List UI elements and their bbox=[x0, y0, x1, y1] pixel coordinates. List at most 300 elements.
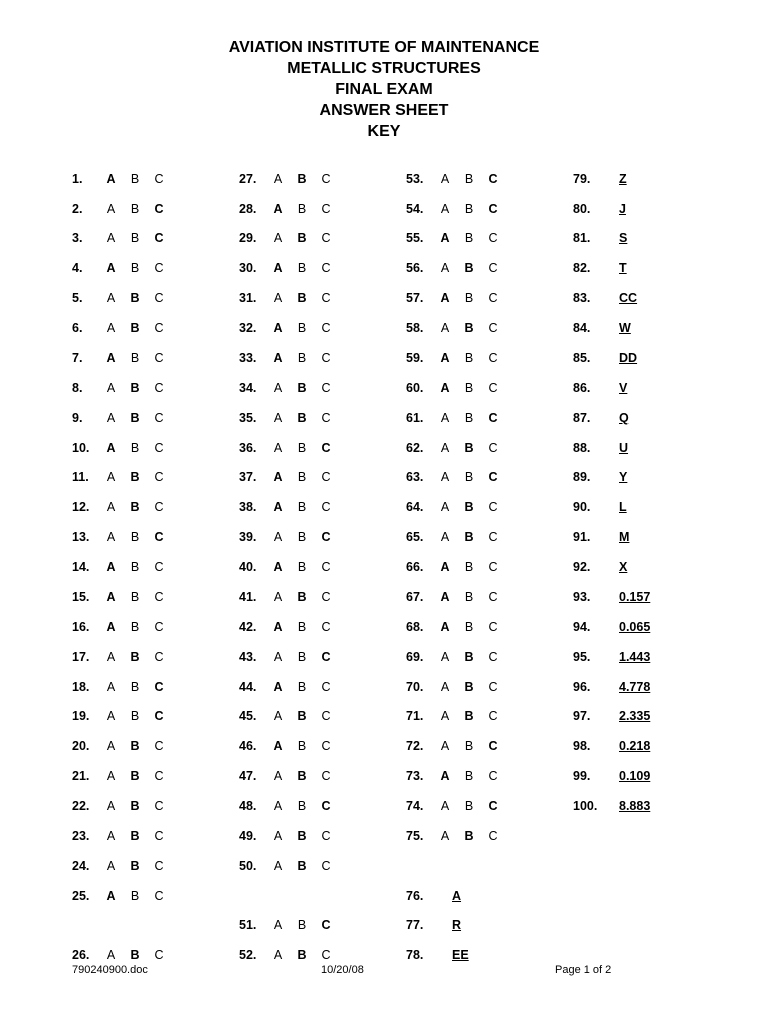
question-number: 21. bbox=[72, 769, 90, 783]
correct-choice: B bbox=[464, 441, 474, 455]
question-number: 72. bbox=[406, 739, 424, 753]
question-number: 27. bbox=[239, 172, 257, 186]
choice-option: A bbox=[273, 441, 283, 455]
correct-choice: B bbox=[464, 500, 474, 514]
question-number: 75. bbox=[406, 829, 424, 843]
correct-choice: A bbox=[440, 769, 450, 783]
correct-choice: B bbox=[130, 500, 140, 514]
choice-option: B bbox=[130, 560, 140, 574]
correct-choice: A bbox=[273, 620, 283, 634]
question-number: 82. bbox=[573, 261, 591, 275]
question-number: 26. bbox=[72, 948, 90, 962]
answer-text: U bbox=[619, 441, 629, 455]
footer-page-number: Page 1 of 2 bbox=[555, 964, 612, 976]
question-number: 14. bbox=[72, 560, 90, 574]
answer-text: V bbox=[619, 381, 628, 395]
choice-option: B bbox=[464, 620, 474, 634]
question-number: 98. bbox=[573, 739, 591, 753]
question-number: 28. bbox=[239, 202, 257, 216]
question-number: 96. bbox=[573, 680, 591, 694]
question-number: 30. bbox=[239, 261, 257, 275]
question-number: 44. bbox=[239, 680, 257, 694]
choice-option: C bbox=[321, 411, 331, 425]
choice-option: A bbox=[440, 172, 450, 186]
question-number: 49. bbox=[239, 829, 257, 843]
correct-choice: C bbox=[321, 650, 331, 664]
question-number: 48. bbox=[239, 799, 257, 813]
question-number: 69. bbox=[406, 650, 424, 664]
correct-choice: C bbox=[321, 530, 331, 544]
choice-option: C bbox=[488, 381, 498, 395]
choice-option: B bbox=[130, 680, 140, 694]
choice-option: A bbox=[106, 948, 116, 962]
correct-choice: B bbox=[297, 411, 307, 425]
question-number: 68. bbox=[406, 620, 424, 634]
correct-choice: C bbox=[321, 441, 331, 455]
question-number: 52. bbox=[239, 948, 257, 962]
question-number: 40. bbox=[239, 560, 257, 574]
question-number: 31. bbox=[239, 291, 257, 305]
correct-choice: A bbox=[273, 560, 283, 574]
key-label: KEY bbox=[367, 123, 401, 140]
choice-option: C bbox=[154, 470, 164, 484]
choice-option: A bbox=[106, 829, 116, 843]
question-number: 46. bbox=[239, 739, 257, 753]
question-number: 53. bbox=[406, 172, 424, 186]
correct-choice: C bbox=[488, 172, 498, 186]
choice-option: C bbox=[321, 202, 331, 216]
question-number: 8. bbox=[72, 381, 83, 395]
question-number: 34. bbox=[239, 381, 257, 395]
correct-choice: B bbox=[297, 291, 307, 305]
choice-option: A bbox=[440, 530, 450, 544]
choice-option: A bbox=[273, 231, 283, 245]
choice-option: C bbox=[321, 261, 331, 275]
choice-option: C bbox=[154, 590, 164, 604]
choice-option: B bbox=[130, 590, 140, 604]
question-number: 65. bbox=[406, 530, 424, 544]
choice-option: A bbox=[273, 769, 283, 783]
question-number: 12. bbox=[72, 500, 90, 514]
correct-choice: A bbox=[440, 351, 450, 365]
question-number: 85. bbox=[573, 351, 591, 365]
correct-choice: B bbox=[130, 859, 140, 873]
choice-option: A bbox=[273, 948, 283, 962]
choice-option: A bbox=[440, 441, 450, 455]
question-number: 86. bbox=[573, 381, 591, 395]
choice-option: B bbox=[464, 799, 474, 813]
choice-option: C bbox=[321, 769, 331, 783]
question-number: 38. bbox=[239, 500, 257, 514]
question-number: 3. bbox=[72, 231, 83, 245]
choice-option: B bbox=[130, 530, 140, 544]
choice-option: C bbox=[321, 321, 331, 335]
choice-option: C bbox=[488, 620, 498, 634]
question-number: 80. bbox=[573, 202, 591, 216]
correct-choice: C bbox=[154, 530, 164, 544]
question-number: 81. bbox=[573, 231, 591, 245]
question-number: 24. bbox=[72, 859, 90, 873]
choice-option: C bbox=[154, 411, 164, 425]
correct-choice: B bbox=[130, 470, 140, 484]
question-number: 17. bbox=[72, 650, 90, 664]
question-number: 91. bbox=[573, 530, 591, 544]
answer-text: 0.218 bbox=[619, 739, 651, 753]
choice-option: C bbox=[154, 172, 164, 186]
choice-option: B bbox=[297, 650, 307, 664]
choice-option: B bbox=[130, 889, 140, 903]
question-number: 64. bbox=[406, 500, 424, 514]
choice-option: A bbox=[106, 321, 116, 335]
choice-option: B bbox=[297, 261, 307, 275]
choice-option: A bbox=[440, 411, 450, 425]
choice-option: A bbox=[106, 411, 116, 425]
question-number: 1. bbox=[72, 172, 83, 186]
question-number: 9. bbox=[72, 411, 83, 425]
correct-choice: A bbox=[273, 321, 283, 335]
choice-option: C bbox=[321, 172, 331, 186]
question-number: 58. bbox=[406, 321, 424, 335]
question-number: 90. bbox=[573, 500, 591, 514]
choice-option: B bbox=[464, 590, 474, 604]
choice-option: C bbox=[154, 650, 164, 664]
choice-option: C bbox=[488, 321, 498, 335]
choice-option: C bbox=[321, 590, 331, 604]
answer-text: W bbox=[619, 321, 631, 335]
question-number: 93. bbox=[573, 590, 591, 604]
choice-option: A bbox=[440, 709, 450, 723]
choice-option: A bbox=[440, 799, 450, 813]
question-number: 33. bbox=[239, 351, 257, 365]
answer-text: S bbox=[619, 231, 628, 245]
question-number: 23. bbox=[72, 829, 90, 843]
question-number: 70. bbox=[406, 680, 424, 694]
question-number: 97. bbox=[573, 709, 591, 723]
choice-option: B bbox=[464, 202, 474, 216]
question-number: 50. bbox=[239, 859, 257, 873]
choice-option: C bbox=[154, 441, 164, 455]
choice-option: C bbox=[321, 829, 331, 843]
choice-option: C bbox=[321, 739, 331, 753]
correct-choice: B bbox=[297, 590, 307, 604]
choice-option: B bbox=[464, 351, 474, 365]
choice-option: A bbox=[106, 859, 116, 873]
choice-option: B bbox=[464, 560, 474, 574]
question-number: 7. bbox=[72, 351, 83, 365]
choice-option: A bbox=[440, 829, 450, 843]
choice-option: A bbox=[273, 859, 283, 873]
choice-option: A bbox=[106, 769, 116, 783]
choice-option: C bbox=[321, 709, 331, 723]
choice-option: A bbox=[440, 650, 450, 664]
question-number: 16. bbox=[72, 620, 90, 634]
choice-option: A bbox=[440, 739, 450, 753]
choice-option: C bbox=[488, 560, 498, 574]
correct-choice: C bbox=[488, 799, 498, 813]
correct-choice: B bbox=[130, 739, 140, 753]
choice-option: B bbox=[464, 470, 474, 484]
choice-option: B bbox=[297, 739, 307, 753]
choice-option: C bbox=[488, 829, 498, 843]
choice-option: A bbox=[440, 470, 450, 484]
question-number: 55. bbox=[406, 231, 424, 245]
question-number: 20. bbox=[72, 739, 90, 753]
correct-choice: B bbox=[130, 829, 140, 843]
answer-text: 0.109 bbox=[619, 769, 651, 783]
correct-choice: A bbox=[440, 381, 450, 395]
question-number: 88. bbox=[573, 441, 591, 455]
correct-choice: B bbox=[130, 769, 140, 783]
choice-option: C bbox=[154, 291, 164, 305]
choice-option: A bbox=[440, 680, 450, 694]
choice-option: B bbox=[297, 500, 307, 514]
question-number: 94. bbox=[573, 620, 591, 634]
correct-choice: B bbox=[130, 381, 140, 395]
correct-choice: B bbox=[464, 709, 474, 723]
correct-choice: A bbox=[106, 441, 116, 455]
question-number: 60. bbox=[406, 381, 424, 395]
correct-choice: C bbox=[154, 680, 164, 694]
choice-option: C bbox=[154, 769, 164, 783]
correct-choice: C bbox=[321, 799, 331, 813]
choice-option: A bbox=[440, 321, 450, 335]
question-number: 59. bbox=[406, 351, 424, 365]
choice-option: C bbox=[154, 739, 164, 753]
question-number: 74. bbox=[406, 799, 424, 813]
question-number: 83. bbox=[573, 291, 591, 305]
correct-choice: B bbox=[297, 829, 307, 843]
question-number: 89. bbox=[573, 470, 591, 484]
correct-choice: C bbox=[154, 231, 164, 245]
choice-option: A bbox=[106, 470, 116, 484]
correct-choice: B bbox=[464, 680, 474, 694]
choice-option: C bbox=[154, 620, 164, 634]
choice-option: B bbox=[464, 291, 474, 305]
choice-option: C bbox=[321, 291, 331, 305]
answer-text: R bbox=[452, 918, 462, 932]
choice-option: B bbox=[297, 560, 307, 574]
correct-choice: A bbox=[106, 590, 116, 604]
correct-choice: A bbox=[440, 620, 450, 634]
correct-choice: B bbox=[130, 650, 140, 664]
question-number: 79. bbox=[573, 172, 591, 186]
choice-option: C bbox=[488, 530, 498, 544]
choice-option: A bbox=[106, 650, 116, 664]
question-number: 39. bbox=[239, 530, 257, 544]
answer-text: DD bbox=[619, 351, 638, 365]
question-number: 61. bbox=[406, 411, 424, 425]
correct-choice: A bbox=[440, 231, 450, 245]
sheet-name: ANSWER SHEET bbox=[319, 102, 449, 119]
choice-option: C bbox=[154, 351, 164, 365]
correct-choice: A bbox=[106, 172, 116, 186]
choice-option: C bbox=[488, 650, 498, 664]
choice-option: C bbox=[321, 859, 331, 873]
choice-option: A bbox=[106, 500, 116, 514]
question-number: 66. bbox=[406, 560, 424, 574]
question-number: 11. bbox=[72, 470, 89, 484]
footer-filename: 790240900.doc bbox=[72, 964, 148, 976]
correct-choice: C bbox=[154, 709, 164, 723]
choice-option: B bbox=[297, 530, 307, 544]
choice-option: C bbox=[488, 231, 498, 245]
question-number: 18. bbox=[72, 680, 90, 694]
correct-choice: B bbox=[297, 709, 307, 723]
choice-option: B bbox=[130, 231, 140, 245]
question-number: 25. bbox=[72, 889, 90, 903]
correct-choice: A bbox=[273, 739, 283, 753]
choice-option: A bbox=[106, 799, 116, 813]
correct-choice: C bbox=[154, 202, 164, 216]
choice-option: C bbox=[154, 889, 164, 903]
question-number: 4. bbox=[72, 261, 83, 275]
question-number: 29. bbox=[239, 231, 257, 245]
choice-option: A bbox=[273, 918, 283, 932]
correct-choice: A bbox=[273, 261, 283, 275]
choice-option: A bbox=[273, 829, 283, 843]
choice-option: B bbox=[464, 381, 474, 395]
correct-choice: A bbox=[273, 351, 283, 365]
choice-option: A bbox=[106, 680, 116, 694]
question-number: 36. bbox=[239, 441, 257, 455]
correct-choice: B bbox=[464, 321, 474, 335]
answer-text: 8.883 bbox=[619, 799, 651, 813]
answer-text: T bbox=[619, 261, 627, 275]
answer-text: A bbox=[452, 889, 462, 903]
answer-text: EE bbox=[452, 948, 469, 962]
correct-choice: B bbox=[297, 172, 307, 186]
choice-option: C bbox=[154, 261, 164, 275]
correct-choice: B bbox=[130, 948, 140, 962]
choice-option: A bbox=[273, 381, 283, 395]
answer-text: Z bbox=[619, 172, 627, 186]
choice-option: A bbox=[106, 739, 116, 753]
question-number: 67. bbox=[406, 590, 424, 604]
answer-text: Q bbox=[619, 411, 629, 425]
question-number: 54. bbox=[406, 202, 424, 216]
question-number: 42. bbox=[239, 620, 257, 634]
answer-text: 4.778 bbox=[619, 680, 651, 694]
choice-option: A bbox=[106, 291, 116, 305]
choice-option: B bbox=[464, 172, 474, 186]
choice-option: C bbox=[154, 500, 164, 514]
choice-option: C bbox=[488, 709, 498, 723]
correct-choice: B bbox=[297, 381, 307, 395]
answer-text: 0.065 bbox=[619, 620, 651, 634]
choice-option: C bbox=[321, 560, 331, 574]
choice-option: A bbox=[440, 500, 450, 514]
choice-option: A bbox=[273, 590, 283, 604]
answer-text: L bbox=[619, 500, 627, 514]
correct-choice: B bbox=[297, 948, 307, 962]
choice-option: B bbox=[464, 739, 474, 753]
choice-option: B bbox=[130, 441, 140, 455]
question-number: 77. bbox=[406, 918, 424, 932]
choice-option: C bbox=[488, 769, 498, 783]
choice-option: B bbox=[297, 620, 307, 634]
course-name: METALLIC STRUCTURES bbox=[287, 60, 481, 77]
choice-option: B bbox=[297, 470, 307, 484]
choice-option: C bbox=[321, 231, 331, 245]
choice-option: A bbox=[273, 291, 283, 305]
choice-option: A bbox=[106, 231, 116, 245]
choice-option: B bbox=[130, 620, 140, 634]
correct-choice: B bbox=[297, 859, 307, 873]
choice-option: C bbox=[488, 261, 498, 275]
choice-option: B bbox=[297, 321, 307, 335]
choice-option: B bbox=[297, 680, 307, 694]
choice-option: A bbox=[273, 411, 283, 425]
choice-option: C bbox=[154, 799, 164, 813]
answer-text: Y bbox=[619, 470, 628, 484]
correct-choice: B bbox=[464, 650, 474, 664]
correct-choice: A bbox=[273, 680, 283, 694]
choice-option: B bbox=[297, 441, 307, 455]
question-number: 22. bbox=[72, 799, 90, 813]
correct-choice: B bbox=[464, 829, 474, 843]
correct-choice: A bbox=[273, 500, 283, 514]
choice-option: A bbox=[440, 261, 450, 275]
correct-choice: B bbox=[130, 411, 140, 425]
question-number: 6. bbox=[72, 321, 83, 335]
answer-text: 0.157 bbox=[619, 590, 651, 604]
choice-option: C bbox=[154, 948, 164, 962]
choice-option: C bbox=[321, 470, 331, 484]
question-number: 47. bbox=[239, 769, 257, 783]
choice-option: A bbox=[106, 202, 116, 216]
choice-option: B bbox=[297, 202, 307, 216]
question-number: 71. bbox=[406, 709, 424, 723]
choice-option: C bbox=[488, 590, 498, 604]
question-number: 37. bbox=[239, 470, 257, 484]
choice-option: C bbox=[488, 291, 498, 305]
correct-choice: C bbox=[488, 411, 498, 425]
document-title: AVIATION INSTITUTE OF MAINTENANCE bbox=[228, 39, 540, 56]
correct-choice: A bbox=[440, 590, 450, 604]
question-number: 63. bbox=[406, 470, 424, 484]
choice-option: A bbox=[273, 709, 283, 723]
question-number: 45. bbox=[239, 709, 257, 723]
question-number: 13. bbox=[72, 530, 90, 544]
question-number: 10. bbox=[72, 441, 90, 455]
question-number: 92. bbox=[573, 560, 591, 574]
choice-option: B bbox=[464, 769, 474, 783]
choice-option: B bbox=[130, 709, 140, 723]
choice-option: C bbox=[321, 381, 331, 395]
question-number: 56. bbox=[406, 261, 424, 275]
choice-option: C bbox=[321, 620, 331, 634]
choice-option: A bbox=[273, 799, 283, 813]
choice-option: A bbox=[106, 530, 116, 544]
choice-option: C bbox=[321, 680, 331, 694]
choice-option: A bbox=[273, 172, 283, 186]
choice-option: C bbox=[154, 829, 164, 843]
correct-choice: C bbox=[321, 918, 331, 932]
choice-option: C bbox=[321, 500, 331, 514]
correct-choice: A bbox=[440, 560, 450, 574]
answer-text: M bbox=[619, 530, 630, 544]
choice-option: C bbox=[154, 859, 164, 873]
correct-choice: B bbox=[130, 321, 140, 335]
choice-option: B bbox=[464, 411, 474, 425]
question-number: 76. bbox=[406, 889, 424, 903]
choice-option: C bbox=[154, 321, 164, 335]
choice-option: B bbox=[130, 351, 140, 365]
question-number: 84. bbox=[573, 321, 591, 335]
question-number: 99. bbox=[573, 769, 591, 783]
correct-choice: B bbox=[464, 530, 474, 544]
choice-option: A bbox=[273, 650, 283, 664]
